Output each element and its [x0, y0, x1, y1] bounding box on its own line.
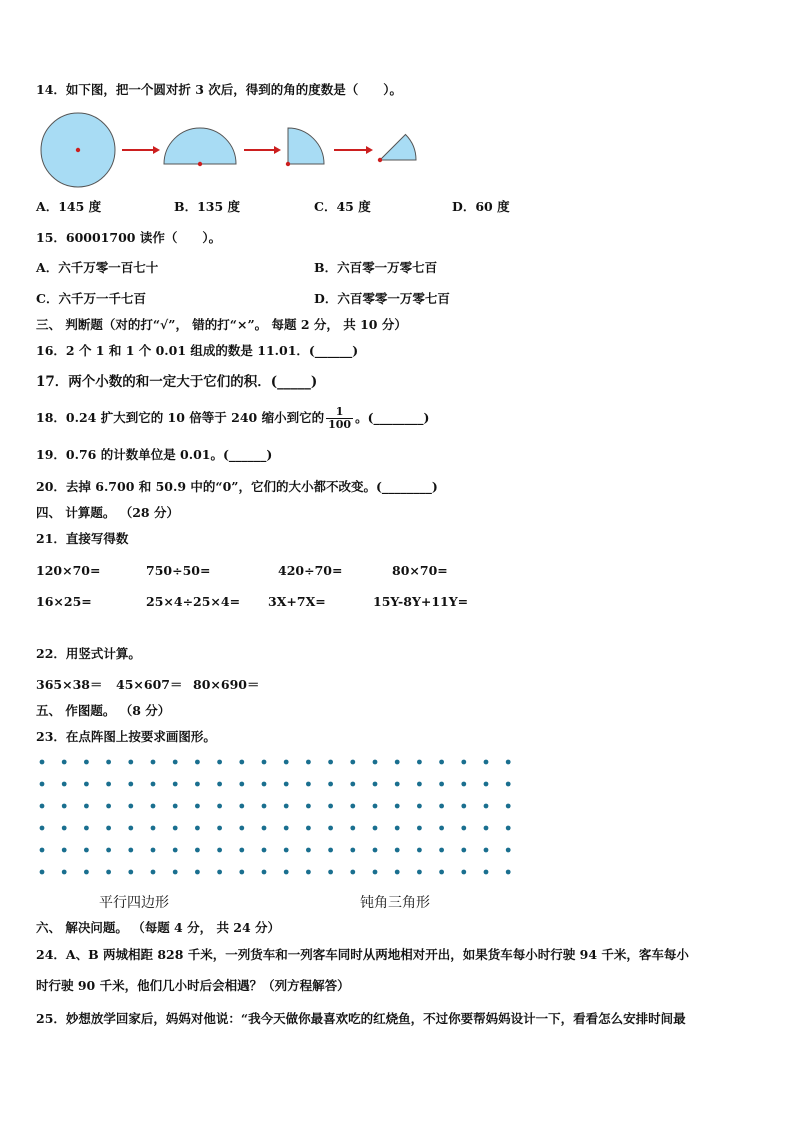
- q17-text: 17．两个小数的和一定大于它们的积．(_____): [36, 374, 318, 390]
- grid-dot[interactable]: [484, 760, 489, 765]
- q24-line2: 时行驶 90 千米，他们几小时后会相遇？（列方程解答）: [36, 978, 350, 993]
- q22-title: 22．用竖式计算。: [36, 646, 141, 661]
- grid-dot[interactable]: [239, 870, 244, 875]
- grid-dot[interactable]: [328, 782, 333, 787]
- grid-dot[interactable]: [350, 804, 355, 809]
- q21-row2-item4: 15Y-8Y+11Y=: [373, 594, 469, 609]
- semicircle-shape: [164, 128, 236, 166]
- grid-dot[interactable]: [84, 870, 89, 875]
- grid-dot[interactable]: [40, 782, 45, 787]
- grid-dot[interactable]: [128, 870, 133, 875]
- q21-row1-item2: 750÷50=: [146, 563, 211, 578]
- full-circle-shape: [41, 113, 115, 187]
- grid-dot[interactable]: [306, 804, 311, 809]
- grid-dot[interactable]: [195, 870, 200, 875]
- grid-dot[interactable]: [84, 826, 89, 831]
- section-3-heading: 三、 判断题（对的打“√”， 错的打“×”。 每题 2 分， 共 10 分）: [36, 317, 407, 332]
- grid-dot[interactable]: [373, 870, 378, 875]
- q23-title: 23．在点阵图上按要求画图形。: [36, 729, 216, 744]
- grid-dot[interactable]: [506, 760, 511, 765]
- grid-dot[interactable]: [195, 848, 200, 853]
- arrow-3-icon: [334, 146, 373, 154]
- grid-dot[interactable]: [350, 760, 355, 765]
- grid-dot[interactable]: [395, 804, 400, 809]
- grid-dot[interactable]: [128, 804, 133, 809]
- q14-text: 14．如下图，把一个圆对折 3 次后，得到的角的度数是（ ）。: [36, 82, 403, 97]
- grid-dot[interactable]: [239, 848, 244, 853]
- grid-dot[interactable]: [328, 848, 333, 853]
- grid-dot[interactable]: [262, 782, 267, 787]
- grid-dot[interactable]: [195, 826, 200, 831]
- q25-line1: 25．妙想放学回家后，妈妈对他说：“我今天做你最喜欢吃的红烧鱼，不过你要帮妈妈设计一下，看看怎么安排时间最: [36, 1011, 686, 1026]
- grid-dot[interactable]: [350, 870, 355, 875]
- folding-figure: [36, 112, 436, 192]
- grid-dot[interactable]: [461, 848, 466, 853]
- grid-dot[interactable]: [62, 826, 67, 831]
- grid-dot[interactable]: [306, 870, 311, 875]
- grid-dot[interactable]: [439, 782, 444, 787]
- grid-dot[interactable]: [151, 804, 156, 809]
- grid-dot[interactable]: [284, 826, 289, 831]
- q21-row1-item1: 120×70=: [36, 563, 101, 578]
- grid-dot[interactable]: [128, 760, 133, 765]
- grid-dot[interactable]: [173, 804, 178, 809]
- grid-dot[interactable]: [306, 848, 311, 853]
- grid-dot[interactable]: [62, 848, 67, 853]
- section-5-heading: 五、 作图题。 （8 分）: [36, 703, 171, 718]
- grid-dot[interactable]: [195, 782, 200, 787]
- grid-dot[interactable]: [284, 782, 289, 787]
- q15-option-b: B．六百零一万零七百: [314, 260, 438, 275]
- grid-dot[interactable]: [106, 804, 111, 809]
- grid-dot[interactable]: [284, 870, 289, 875]
- q21-row1-item4: 80×70=: [392, 563, 448, 578]
- grid-dot[interactable]: [417, 804, 422, 809]
- eighth-circle-shape: [378, 135, 416, 163]
- q14-option-b: B．135 度: [174, 199, 241, 214]
- grid-dot[interactable]: [328, 760, 333, 765]
- q20-text: 20．去掉 6.700 和 50.9 中的“0”，它们的大小都不改变。(________): [36, 479, 438, 494]
- q18-numerator: 1: [326, 406, 353, 419]
- grid-dot[interactable]: [506, 782, 511, 787]
- q14-option-c: C．45 度: [314, 199, 371, 214]
- grid-dot[interactable]: [373, 826, 378, 831]
- grid-dot[interactable]: [217, 760, 222, 765]
- grid-dot[interactable]: [484, 848, 489, 853]
- q22-item3: 80×690＝: [193, 677, 260, 692]
- arrow-1-icon: [122, 146, 160, 154]
- grid-dot[interactable]: [151, 870, 156, 875]
- grid-dot[interactable]: [128, 782, 133, 787]
- grid-dot[interactable]: [417, 848, 422, 853]
- grid-dot[interactable]: [350, 826, 355, 831]
- grid-dot[interactable]: [373, 760, 378, 765]
- grid-dot[interactable]: [373, 804, 378, 809]
- grid-dot[interactable]: [306, 826, 311, 831]
- grid-dot[interactable]: [84, 760, 89, 765]
- q18-text: [36, 400, 429, 436]
- grid-dot[interactable]: [62, 760, 67, 765]
- grid-dot[interactable]: [306, 760, 311, 765]
- grid-dot[interactable]: [106, 826, 111, 831]
- grid-dot[interactable]: [128, 826, 133, 831]
- q19-text: 19．0.76 的计数单位是 0.01。(______): [36, 447, 273, 462]
- grid-dot[interactable]: [195, 760, 200, 765]
- grid-dot[interactable]: [506, 826, 511, 831]
- grid-dot[interactable]: [417, 870, 422, 875]
- grid-dot[interactable]: [439, 826, 444, 831]
- grid-dot[interactable]: [328, 870, 333, 875]
- grid-dot[interactable]: [173, 870, 178, 875]
- grid-dot[interactable]: [484, 826, 489, 831]
- grid-dot[interactable]: [40, 804, 45, 809]
- section-4-heading: 四、 计算题。 （28 分）: [36, 505, 179, 520]
- grid-dot[interactable]: [484, 870, 489, 875]
- q16-text: 16．2 个 1 和 1 个 0.01 组成的数是 11.01．(______): [36, 343, 359, 358]
- grid-dot[interactable]: [239, 760, 244, 765]
- grid-dot[interactable]: [395, 826, 400, 831]
- grid-dot[interactable]: [350, 782, 355, 787]
- grid-dot[interactable]: [484, 782, 489, 787]
- grid-dot[interactable]: [106, 760, 111, 765]
- grid-dot[interactable]: [284, 760, 289, 765]
- grid-dot[interactable]: [62, 804, 67, 809]
- grid-dot[interactable]: [461, 826, 466, 831]
- caption-parallelogram: 平行四边形: [99, 895, 169, 911]
- grid-dot[interactable]: [40, 870, 45, 875]
- grid-dot[interactable]: [40, 826, 45, 831]
- grid-dot[interactable]: [84, 782, 89, 787]
- grid-dot[interactable]: [506, 870, 511, 875]
- grid-dot[interactable]: [239, 782, 244, 787]
- q15-option-c: C．六千万一千七百: [36, 291, 146, 306]
- grid-dot[interactable]: [217, 782, 222, 787]
- grid-dot[interactable]: [217, 804, 222, 809]
- q21-row1-item3: 420÷70=: [278, 563, 343, 578]
- grid-dot[interactable]: [40, 848, 45, 853]
- grid-dot[interactable]: [439, 804, 444, 809]
- grid-dot[interactable]: [461, 760, 466, 765]
- grid-dot[interactable]: [239, 826, 244, 831]
- section-6-heading: 六、 解决问题。 （每题 4 分， 共 24 分）: [36, 920, 281, 935]
- q18-before: 18．0.24 扩大到它的 10 倍等于 240 缩小到它的: [36, 410, 325, 425]
- grid-dot[interactable]: [262, 848, 267, 853]
- grid-dot[interactable]: [373, 782, 378, 787]
- grid-dot[interactable]: [84, 804, 89, 809]
- grid-dot[interactable]: [40, 760, 45, 765]
- grid-dot[interactable]: [439, 870, 444, 875]
- grid-dot[interactable]: [106, 782, 111, 787]
- q21-title: 21．直接写得数: [36, 531, 129, 546]
- q21-row2-item3: 3X+7X=: [268, 594, 326, 609]
- grid-dot[interactable]: [417, 782, 422, 787]
- q21-row2-item1: 16×25=: [36, 594, 92, 609]
- quarter-circle-shape: [286, 128, 324, 166]
- grid-dot[interactable]: [173, 760, 178, 765]
- q18-after: 。(________): [355, 410, 430, 425]
- grid-dot[interactable]: [395, 870, 400, 875]
- grid-dot[interactable]: [373, 848, 378, 853]
- q14-option-a: A．145 度: [36, 199, 102, 214]
- grid-dot[interactable]: [262, 870, 267, 875]
- grid-dot[interactable]: [217, 848, 222, 853]
- grid-dot[interactable]: [395, 848, 400, 853]
- grid-dot[interactable]: [484, 804, 489, 809]
- grid-dot[interactable]: [262, 826, 267, 831]
- q24-line1: 24．A、B 两城相距 828 千米，一列货车和一列客车同时从两地相对开出，如果货车每小时行驶 94 千米，客车每小: [36, 947, 689, 962]
- grid-dot[interactable]: [262, 760, 267, 765]
- grid-dot[interactable]: [173, 848, 178, 853]
- grid-dot[interactable]: [151, 760, 156, 765]
- grid-dot[interactable]: [151, 826, 156, 831]
- q22-item2: 45×607＝: [116, 677, 183, 692]
- grid-dot[interactable]: [417, 826, 422, 831]
- grid-dot[interactable]: [128, 848, 133, 853]
- grid-dot[interactable]: [417, 760, 422, 765]
- grid-dot[interactable]: [151, 848, 156, 853]
- grid-dot[interactable]: [62, 782, 67, 787]
- grid-dot[interactable]: [395, 782, 400, 787]
- grid-dot[interactable]: [395, 760, 400, 765]
- grid-dot[interactable]: [461, 804, 466, 809]
- grid-dot[interactable]: [84, 848, 89, 853]
- q21-row2-item2: 25×4÷25×4=: [146, 594, 241, 609]
- grid-dot[interactable]: [506, 804, 511, 809]
- grid-dot[interactable]: [239, 804, 244, 809]
- grid-dot[interactable]: [439, 760, 444, 765]
- q22-item1: 365×38＝: [36, 677, 103, 692]
- grid-dot[interactable]: [461, 870, 466, 875]
- dot-grid[interactable]: [36, 756, 516, 880]
- arrow-2-icon: [244, 146, 281, 154]
- grid-dot[interactable]: [306, 782, 311, 787]
- q15-option-d: D．六百零零一万零七百: [314, 291, 450, 306]
- q14-option-d: D．60 度: [452, 199, 510, 214]
- grid-dot[interactable]: [328, 826, 333, 831]
- grid-dot[interactable]: [151, 782, 156, 787]
- grid-dot[interactable]: [173, 782, 178, 787]
- grid-dot[interactable]: [506, 848, 511, 853]
- caption-obtuse-triangle: 钝角三角形: [360, 895, 430, 911]
- grid-dot[interactable]: [262, 804, 267, 809]
- q18-denominator: 100: [328, 418, 352, 431]
- grid-dot[interactable]: [439, 848, 444, 853]
- q15-option-a: A．六千万零一百七十: [36, 260, 159, 275]
- grid-dot[interactable]: [284, 804, 289, 809]
- grid-dot[interactable]: [461, 782, 466, 787]
- grid-dot[interactable]: [217, 826, 222, 831]
- q15-text: 15．60001700 读作（ ）。: [36, 230, 222, 245]
- grid-dot[interactable]: [173, 826, 178, 831]
- grid-dot[interactable]: [195, 804, 200, 809]
- grid-dot[interactable]: [284, 848, 289, 853]
- grid-dot[interactable]: [106, 870, 111, 875]
- q18-fraction: [326, 406, 353, 431]
- grid-dot[interactable]: [62, 870, 67, 875]
- grid-dot[interactable]: [350, 848, 355, 853]
- grid-dot[interactable]: [106, 848, 111, 853]
- grid-dot[interactable]: [328, 804, 333, 809]
- grid-dot[interactable]: [217, 870, 222, 875]
